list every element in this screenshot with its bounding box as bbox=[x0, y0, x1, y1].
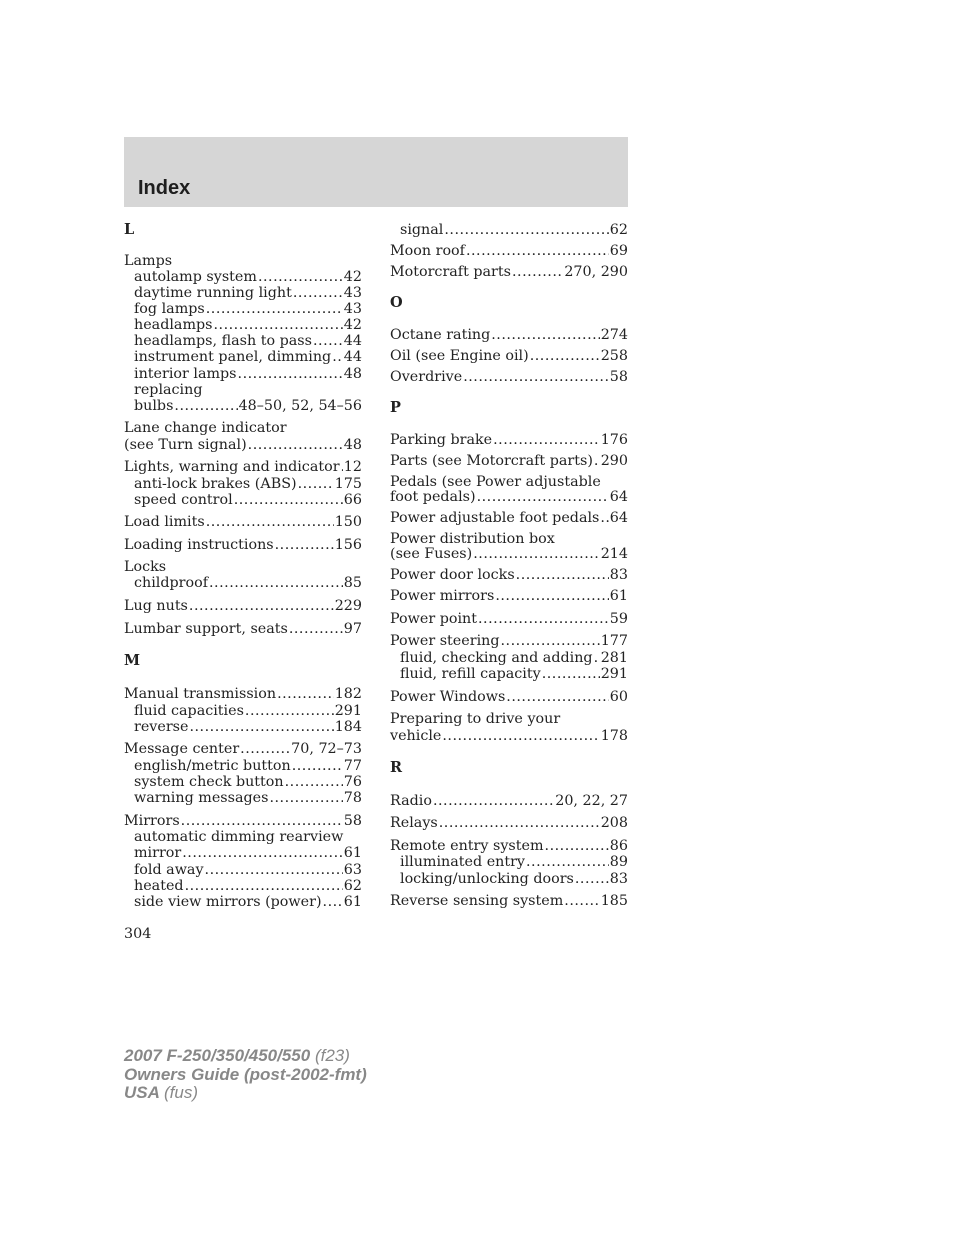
index-term: Remote entry system bbox=[390, 838, 544, 854]
index-entry bbox=[390, 546, 628, 562]
index-entry bbox=[124, 514, 362, 530]
index-entry bbox=[124, 621, 362, 637]
page-reference: 63 bbox=[343, 862, 362, 878]
page-reference: 70, 72–73 bbox=[291, 741, 362, 757]
index-entry bbox=[124, 790, 362, 806]
index-term: english/metric button bbox=[134, 758, 291, 774]
index-term: Power point bbox=[390, 611, 478, 627]
page-reference: 58 bbox=[343, 813, 362, 829]
page-reference: 83 bbox=[609, 567, 628, 583]
page-reference: 58 bbox=[609, 369, 628, 385]
index-entry bbox=[124, 575, 362, 591]
dot-leader bbox=[285, 774, 343, 790]
index-term: Parking brake bbox=[390, 432, 493, 448]
index-term: (see Turn signal) bbox=[124, 437, 247, 453]
dot-leader bbox=[214, 317, 343, 333]
page-reference: 64 bbox=[609, 489, 628, 505]
index-term: system check button bbox=[134, 774, 284, 790]
index-heading: Lane change indicator bbox=[124, 420, 287, 436]
index-entry bbox=[390, 588, 628, 604]
page-reference: 61 bbox=[343, 894, 362, 910]
page-reference: 291 bbox=[334, 703, 362, 719]
page-reference: 66 bbox=[343, 492, 362, 508]
dot-leader bbox=[323, 894, 343, 910]
index-entry bbox=[124, 269, 362, 285]
index-entry bbox=[390, 666, 628, 682]
dot-leader bbox=[240, 741, 290, 757]
dot-leader bbox=[512, 264, 563, 280]
index-entry bbox=[124, 598, 362, 614]
index-term: fold away bbox=[134, 862, 204, 878]
index-term: Power adjustable foot pedals bbox=[390, 510, 600, 526]
page-reference: 156 bbox=[334, 537, 362, 553]
index-term: Motorcraft parts bbox=[390, 264, 511, 280]
page-reference: 270, 290 bbox=[564, 264, 628, 280]
header-band bbox=[124, 137, 628, 207]
index-term: signal bbox=[400, 222, 444, 238]
dot-leader bbox=[501, 633, 600, 649]
dot-leader bbox=[516, 567, 609, 583]
page-reference: 290 bbox=[600, 453, 628, 469]
index-term: Parts (see Motorcraft parts) bbox=[390, 453, 593, 469]
index-entry bbox=[390, 327, 628, 343]
index-term: warning messages bbox=[134, 790, 269, 806]
page-reference: 44 bbox=[343, 333, 362, 349]
index-term: Octane rating bbox=[390, 327, 491, 343]
index-entry bbox=[124, 476, 362, 492]
index-term: foot pedals) bbox=[390, 489, 476, 505]
index-entry bbox=[124, 537, 362, 553]
index-term: mirror bbox=[134, 845, 182, 861]
index-entry bbox=[390, 815, 628, 831]
page-reference: 62 bbox=[343, 878, 362, 894]
index-entry bbox=[390, 728, 628, 744]
page-reference: 48 bbox=[343, 366, 362, 382]
dot-leader bbox=[209, 575, 343, 591]
index-entry bbox=[390, 854, 628, 870]
index-term: Relays bbox=[390, 815, 438, 831]
index-entry bbox=[390, 893, 628, 909]
page-reference: 229 bbox=[334, 598, 362, 614]
index-entry bbox=[124, 758, 362, 774]
index-term: Lug nuts bbox=[124, 598, 188, 614]
page-reference: 20, 22, 27 bbox=[555, 793, 628, 809]
page-reference: 59 bbox=[609, 611, 628, 627]
index-entry bbox=[124, 301, 362, 317]
index-entry bbox=[124, 437, 362, 453]
index-term: Lights, warning and indicator bbox=[124, 459, 340, 475]
page-reference: 61 bbox=[609, 588, 628, 604]
dot-leader bbox=[245, 703, 334, 719]
page-reference: 77 bbox=[343, 758, 362, 774]
dot-leader bbox=[277, 686, 334, 702]
index-heading: automatic dimming rearview bbox=[134, 829, 344, 845]
page-reference: 61 bbox=[343, 845, 362, 861]
page-reference: 69 bbox=[609, 243, 628, 259]
page-reference: 62 bbox=[609, 222, 628, 238]
index-heading: Power distribution box bbox=[390, 531, 555, 547]
page-reference: 175 bbox=[334, 476, 362, 492]
index-term: side view mirrors (power) bbox=[134, 894, 322, 910]
dot-leader bbox=[466, 243, 609, 259]
page-reference: 184 bbox=[334, 719, 362, 735]
index-entry bbox=[390, 567, 628, 583]
index-term: fluid capacities bbox=[134, 703, 244, 719]
index-term: interior lamps bbox=[134, 366, 237, 382]
dot-leader bbox=[185, 878, 343, 894]
index-entry bbox=[390, 871, 628, 887]
index-term: illuminated entry bbox=[400, 854, 526, 870]
page-reference: 208 bbox=[600, 815, 628, 831]
index-entry bbox=[124, 741, 362, 757]
index-term: Reverse sensing system bbox=[390, 893, 564, 909]
index-term: Radio bbox=[390, 793, 432, 809]
index-term: fluid, refill capacity bbox=[400, 666, 541, 682]
document-footer bbox=[124, 1047, 367, 1103]
footer-model-code: (f23) bbox=[314, 1046, 350, 1065]
dot-leader bbox=[189, 719, 333, 735]
page-reference: 258 bbox=[600, 348, 628, 364]
page-reference: 86 bbox=[609, 838, 628, 854]
dot-leader bbox=[238, 366, 343, 382]
index-term: Lumbar support, seats bbox=[124, 621, 288, 637]
dot-leader bbox=[182, 845, 343, 861]
page-reference: 78 bbox=[343, 790, 362, 806]
index-term: Power Windows bbox=[390, 689, 506, 705]
dot-leader bbox=[293, 285, 343, 301]
page-reference: 150 bbox=[334, 514, 362, 530]
page-title: Index bbox=[138, 177, 191, 199]
dot-leader bbox=[206, 514, 334, 530]
index-term: instrument panel, dimming bbox=[134, 349, 332, 365]
index-entry bbox=[390, 264, 628, 280]
page-reference: 48–50, 52, 54–56 bbox=[238, 398, 362, 414]
index-entry bbox=[124, 459, 362, 475]
dot-leader bbox=[275, 537, 334, 553]
index-entry bbox=[390, 489, 628, 505]
index-entry bbox=[124, 845, 362, 861]
index-term: daytime running light bbox=[134, 285, 292, 301]
index-term: bulbs bbox=[134, 398, 174, 414]
page-reference: 48 bbox=[343, 437, 362, 453]
index-heading: Locks bbox=[124, 559, 167, 575]
index-term: Manual transmission bbox=[124, 686, 277, 702]
dot-leader bbox=[433, 793, 554, 809]
dot-leader bbox=[341, 459, 343, 475]
index-term: Moon roof bbox=[390, 243, 465, 259]
index-term: locking/unlocking doors bbox=[400, 871, 574, 887]
dot-leader bbox=[439, 815, 600, 831]
index-entry bbox=[124, 317, 362, 333]
page-reference: 76 bbox=[343, 774, 362, 790]
footer-guide: Owners Guide (post-2002-fmt) bbox=[124, 1064, 367, 1084]
index-entry bbox=[124, 774, 362, 790]
index-entry bbox=[124, 398, 362, 414]
index-term: vehicle bbox=[390, 728, 442, 744]
index-term: headlamps bbox=[134, 317, 213, 333]
page-reference: 42 bbox=[343, 317, 362, 333]
page-reference: 43 bbox=[343, 285, 362, 301]
index-entry bbox=[390, 453, 628, 469]
index-entry bbox=[124, 719, 362, 735]
dot-leader bbox=[174, 398, 237, 414]
index-entry bbox=[390, 633, 628, 649]
dot-leader bbox=[442, 728, 599, 744]
index-term: autolamp system bbox=[134, 269, 257, 285]
index-term: fog lamps bbox=[134, 301, 205, 317]
index-entry bbox=[390, 689, 628, 705]
index-term: Overdrive bbox=[390, 369, 463, 385]
page-reference: 85 bbox=[343, 575, 362, 591]
index-entry bbox=[390, 611, 628, 627]
dot-leader bbox=[478, 611, 609, 627]
index-entry bbox=[390, 650, 628, 666]
dot-leader bbox=[477, 489, 609, 505]
dot-leader bbox=[269, 790, 342, 806]
page-reference: 60 bbox=[609, 689, 628, 705]
index-entry bbox=[390, 432, 628, 448]
section-letter: O bbox=[390, 294, 403, 311]
index-entry bbox=[390, 369, 628, 385]
dot-leader bbox=[575, 871, 609, 887]
index-term: Power steering bbox=[390, 633, 500, 649]
page-reference: 185 bbox=[600, 893, 628, 909]
index-heading: replacing bbox=[134, 382, 203, 398]
index-entry bbox=[390, 793, 628, 809]
section-letter: R bbox=[390, 759, 403, 776]
index-entry bbox=[390, 510, 628, 526]
dot-leader bbox=[248, 437, 343, 453]
index-heading: Preparing to drive your bbox=[390, 711, 561, 727]
index-entry bbox=[390, 838, 628, 854]
dot-leader bbox=[506, 689, 609, 705]
dot-leader bbox=[234, 492, 343, 508]
index-entry bbox=[124, 813, 362, 829]
index-entry bbox=[124, 703, 362, 719]
dot-leader bbox=[444, 222, 608, 238]
page-reference: 44 bbox=[343, 349, 362, 365]
dot-leader bbox=[289, 621, 343, 637]
dot-leader bbox=[181, 813, 343, 829]
page-reference: 178 bbox=[600, 728, 628, 744]
index-entry bbox=[390, 222, 628, 238]
index-entry bbox=[124, 894, 362, 910]
footer-model: 2007 F-250/350/450/550 bbox=[124, 1046, 311, 1065]
index-heading: Pedals (see Power adjustable bbox=[390, 474, 601, 490]
index-entry bbox=[124, 492, 362, 508]
index-entry bbox=[124, 285, 362, 301]
dot-leader bbox=[526, 854, 609, 870]
index-term: Power mirrors bbox=[390, 588, 495, 604]
index-term: Loading instructions bbox=[124, 537, 274, 553]
page-reference: 97 bbox=[343, 621, 362, 637]
page-reference: 291 bbox=[600, 666, 628, 682]
index-entry bbox=[390, 243, 628, 259]
footer-line-2 bbox=[124, 1066, 367, 1085]
footer-line-1 bbox=[124, 1047, 367, 1066]
index-term: headlamps, flash to pass bbox=[134, 333, 312, 349]
dot-leader bbox=[463, 369, 609, 385]
page-reference: 281 bbox=[600, 650, 628, 666]
dot-leader bbox=[594, 650, 600, 666]
page-reference: 214 bbox=[600, 546, 628, 562]
index-entry bbox=[124, 878, 362, 894]
index-term: (see Fuses) bbox=[390, 546, 473, 562]
page-reference: 42 bbox=[343, 269, 362, 285]
dot-leader bbox=[206, 301, 343, 317]
index-term: Oil (see Engine oil) bbox=[390, 348, 529, 364]
index-entry bbox=[124, 349, 362, 365]
footer-market-code: (fus) bbox=[164, 1083, 198, 1102]
dot-leader bbox=[205, 862, 343, 878]
page-reference: 64 bbox=[609, 510, 628, 526]
page-reference: 83 bbox=[609, 871, 628, 887]
index-heading: Lamps bbox=[124, 253, 173, 269]
dot-leader bbox=[600, 510, 608, 526]
dot-leader bbox=[332, 349, 343, 365]
section-letter: L bbox=[124, 221, 135, 238]
index-entry bbox=[390, 348, 628, 364]
dot-leader bbox=[298, 476, 334, 492]
dot-leader bbox=[491, 327, 599, 343]
index-term: anti-lock brakes (ABS) bbox=[134, 476, 297, 492]
index-term: fluid, checking and adding bbox=[400, 650, 593, 666]
dot-leader bbox=[564, 893, 599, 909]
dot-leader bbox=[530, 348, 600, 364]
dot-leader bbox=[473, 546, 599, 562]
footer-line-3 bbox=[124, 1084, 367, 1103]
index-entry bbox=[124, 366, 362, 382]
dot-leader bbox=[493, 432, 600, 448]
index-term: speed control bbox=[134, 492, 233, 508]
dot-leader bbox=[495, 588, 608, 604]
page-reference: 176 bbox=[600, 432, 628, 448]
index-term: reverse bbox=[134, 719, 189, 735]
section-letter: P bbox=[390, 399, 401, 416]
dot-leader bbox=[292, 758, 343, 774]
page-reference: 274 bbox=[600, 327, 628, 343]
dot-leader bbox=[313, 333, 343, 349]
dot-leader bbox=[545, 838, 609, 854]
index-term: Power door locks bbox=[390, 567, 515, 583]
page-reference: 43 bbox=[343, 301, 362, 317]
index-entry bbox=[124, 686, 362, 702]
index-term: Load limits bbox=[124, 514, 205, 530]
page-reference: 182 bbox=[334, 686, 362, 702]
index-entry bbox=[124, 862, 362, 878]
index-term: Mirrors bbox=[124, 813, 180, 829]
dot-leader bbox=[189, 598, 334, 614]
index-term: childproof bbox=[134, 575, 209, 591]
section-letter: M bbox=[124, 652, 141, 669]
index-term: heated bbox=[134, 878, 184, 894]
page-reference: 12 bbox=[343, 459, 362, 475]
dot-leader bbox=[542, 666, 600, 682]
index-term: Message center bbox=[124, 741, 240, 757]
dot-leader bbox=[258, 269, 343, 285]
page-reference: 89 bbox=[609, 854, 628, 870]
page-number: 304 bbox=[124, 926, 152, 942]
index-entry bbox=[124, 333, 362, 349]
footer-market: USA bbox=[124, 1083, 160, 1102]
page-reference: 177 bbox=[600, 633, 628, 649]
dot-leader bbox=[594, 453, 600, 469]
